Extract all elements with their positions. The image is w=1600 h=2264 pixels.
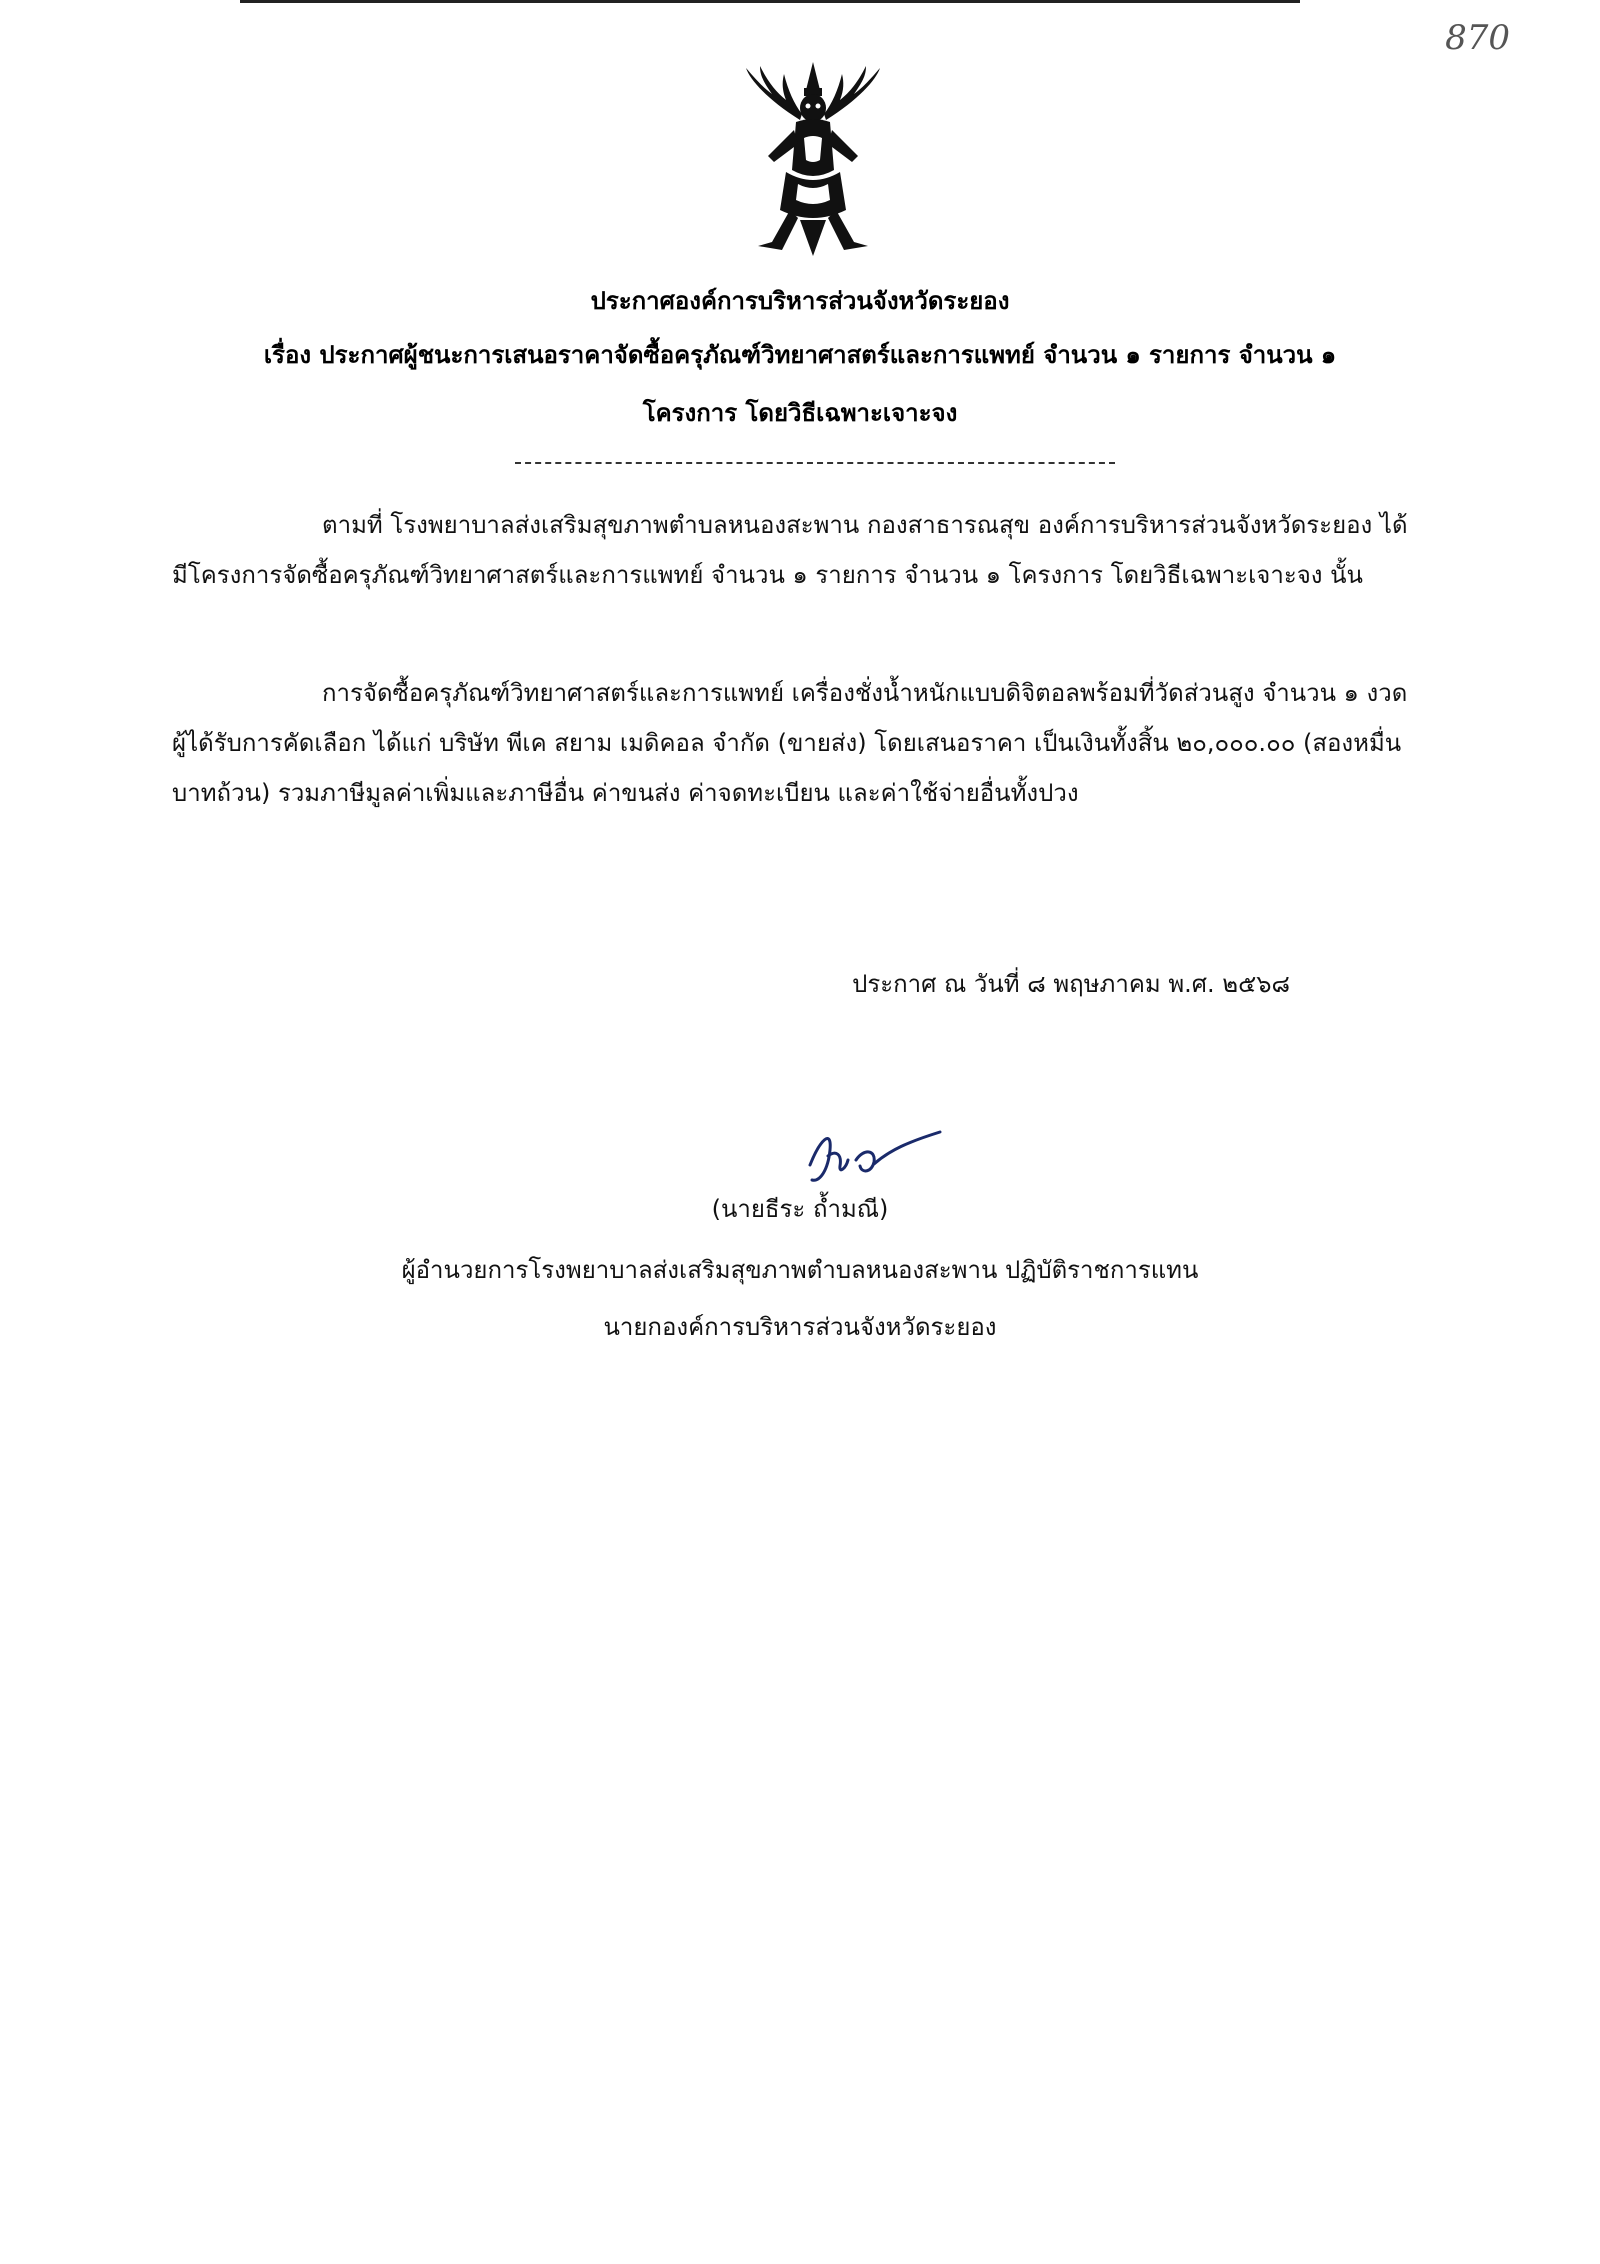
- document-subject: เรื่อง ประกาศผู้ชนะการเสนอราคาจัดซื้อครุภัณฑ์วิทยาศาสตร์และการแพทย์ จำนวน ๑ รายการ จำนวน ๑: [263, 341, 1337, 369]
- separator-line: [515, 462, 1115, 464]
- document-title: ประกาศองค์การบริหารส่วนจังหวัดระยอง: [590, 287, 1010, 315]
- handwritten-page-mark: 870: [1445, 18, 1510, 58]
- signer-position-continued: นายกองค์การบริหารส่วนจังหวัดระยอง: [603, 1313, 997, 1341]
- paragraph-2-text: การจัดซื้อครุภัณฑ์วิทยาศาสตร์และการแพทย์ เครื่องชั่งน้ำหนักแบบดิจิตอลพร้อมที่วัดส่วนสูง จำนวน ๑ งวด ผู้ได้รับการคัดเลือก ได้แก่ บริษัท พีเค สยาม เมดิคอล จำกัด (ขายส่ง) โดยเสนอราคา เป็นเงินทั้งสิ้น ๒๐,๐๐๐.๐๐ (สองหมื่นบาทถ้วน) รวมภาษีมูลค่าเพิ่มและภาษีอื่น ค่าขนส่ง ค่าจดทะเบียน และค่าใช้จ่ายอื่นทั้งปวง: [172, 679, 1408, 807]
- announcement-date: ประกาศ ณ วันที่ ๘ พฤษภาคม พ.ศ. ๒๕๖๘: [852, 970, 1290, 998]
- scan-edge: [240, 0, 1300, 3]
- body-paragraph-2: [172, 668, 1412, 818]
- paragraph-1-text: ตามที่ โรงพยาบาลส่งเสริมสุขภาพตำบลหนองสะพาน กองสาธารณสุข องค์การบริหารส่วนจังหวัดระยอง ได้มีโครงการจัดซื้อครุภัณฑ์วิทยาศาสตร์และการแพทย์ จำนวน ๑ รายการ จำนวน ๑ โครงการ โดยวิธีเฉพาะเจาะจง นั้น: [172, 511, 1408, 589]
- body-paragraph-1: [172, 500, 1412, 600]
- handwritten-signature-icon: [790, 1120, 950, 1190]
- signer-position: ผู้อำนวยการโรงพยาบาลส่งเสริมสุขภาพตำบลหนองสะพาน ปฏิบัติราชการแทน: [401, 1256, 1199, 1284]
- signer-name: (นายธีระ ถ้ำมณี): [711, 1195, 889, 1223]
- document-subject-continued: โครงการ โดยวิธีเฉพาะเจาะจง: [642, 399, 958, 427]
- garuda-emblem-icon: [738, 60, 888, 260]
